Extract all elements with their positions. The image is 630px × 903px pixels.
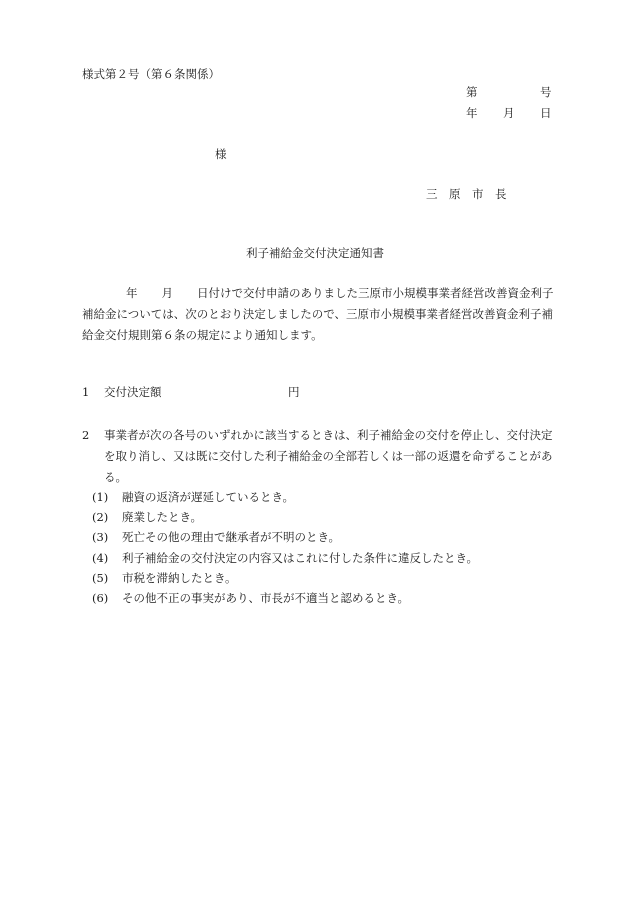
item2-text: 事業者が次の各号のいずれかに該当するときは、利子補給金の交付を停止し、交付決定を取り消し、又は既に交付した利子補給金の全部若しくは一部の返還を命ずることがある。 xyxy=(104,428,553,484)
condition-text: 融資の返済が遅延しているとき。 xyxy=(122,490,295,504)
condition-text: 市税を滞納したとき。 xyxy=(122,570,237,585)
condition-number: (1) xyxy=(92,490,109,504)
date-year: 年 xyxy=(466,106,478,120)
condition-text: 死亡その他の理由で継承者が不明のとき。 xyxy=(122,530,341,545)
condition-text: 利子補給金の交付決定の内容又はこれに付した条件に違反したとき。 xyxy=(122,550,479,565)
doc-number-suffix: 号 xyxy=(540,85,552,99)
body-month-label: 月 xyxy=(161,286,173,300)
item1-number: 1 xyxy=(82,385,90,399)
date-month: 月 xyxy=(503,106,515,120)
form-number: 様式第２号（第６条関係） xyxy=(82,67,220,81)
item-revocation-conditions xyxy=(82,425,560,488)
condition-number: (3) xyxy=(92,530,109,545)
grant-amount-label: 交付決定額 xyxy=(104,385,162,399)
condition-number: (4) xyxy=(92,550,109,565)
item-grant-amount xyxy=(82,384,300,400)
condition-number: (5) xyxy=(92,570,109,585)
condition-text: その他不正の事実があり、市長が不適当と認めるとき。 xyxy=(122,590,410,605)
condition-text: 廃業したとき。 xyxy=(122,510,203,525)
document-title: 利子補給金交付決定通知書 xyxy=(246,246,384,260)
issuer-name: 三 原 市 長 xyxy=(426,187,507,201)
addressee-honorific: 様 xyxy=(215,147,227,161)
condition-number: (6) xyxy=(92,590,109,605)
doc-number-prefix: 第 xyxy=(466,85,478,99)
grant-amount-unit: 円 xyxy=(288,385,300,399)
body-text: 日付けで交付申請のありました三原市小規模事業者経営改善資金利子補給金については、次のとおり決定しましたので、三原市小規模事業者経営改善資金利子補給金交付規則第６条の規定により通知します。 xyxy=(82,286,554,342)
item2-number: 2 xyxy=(82,428,90,442)
body-paragraph xyxy=(82,283,560,346)
condition-number: (2) xyxy=(92,510,109,525)
date-day: 日 xyxy=(540,106,552,120)
body-year-label: 年 xyxy=(126,286,138,300)
